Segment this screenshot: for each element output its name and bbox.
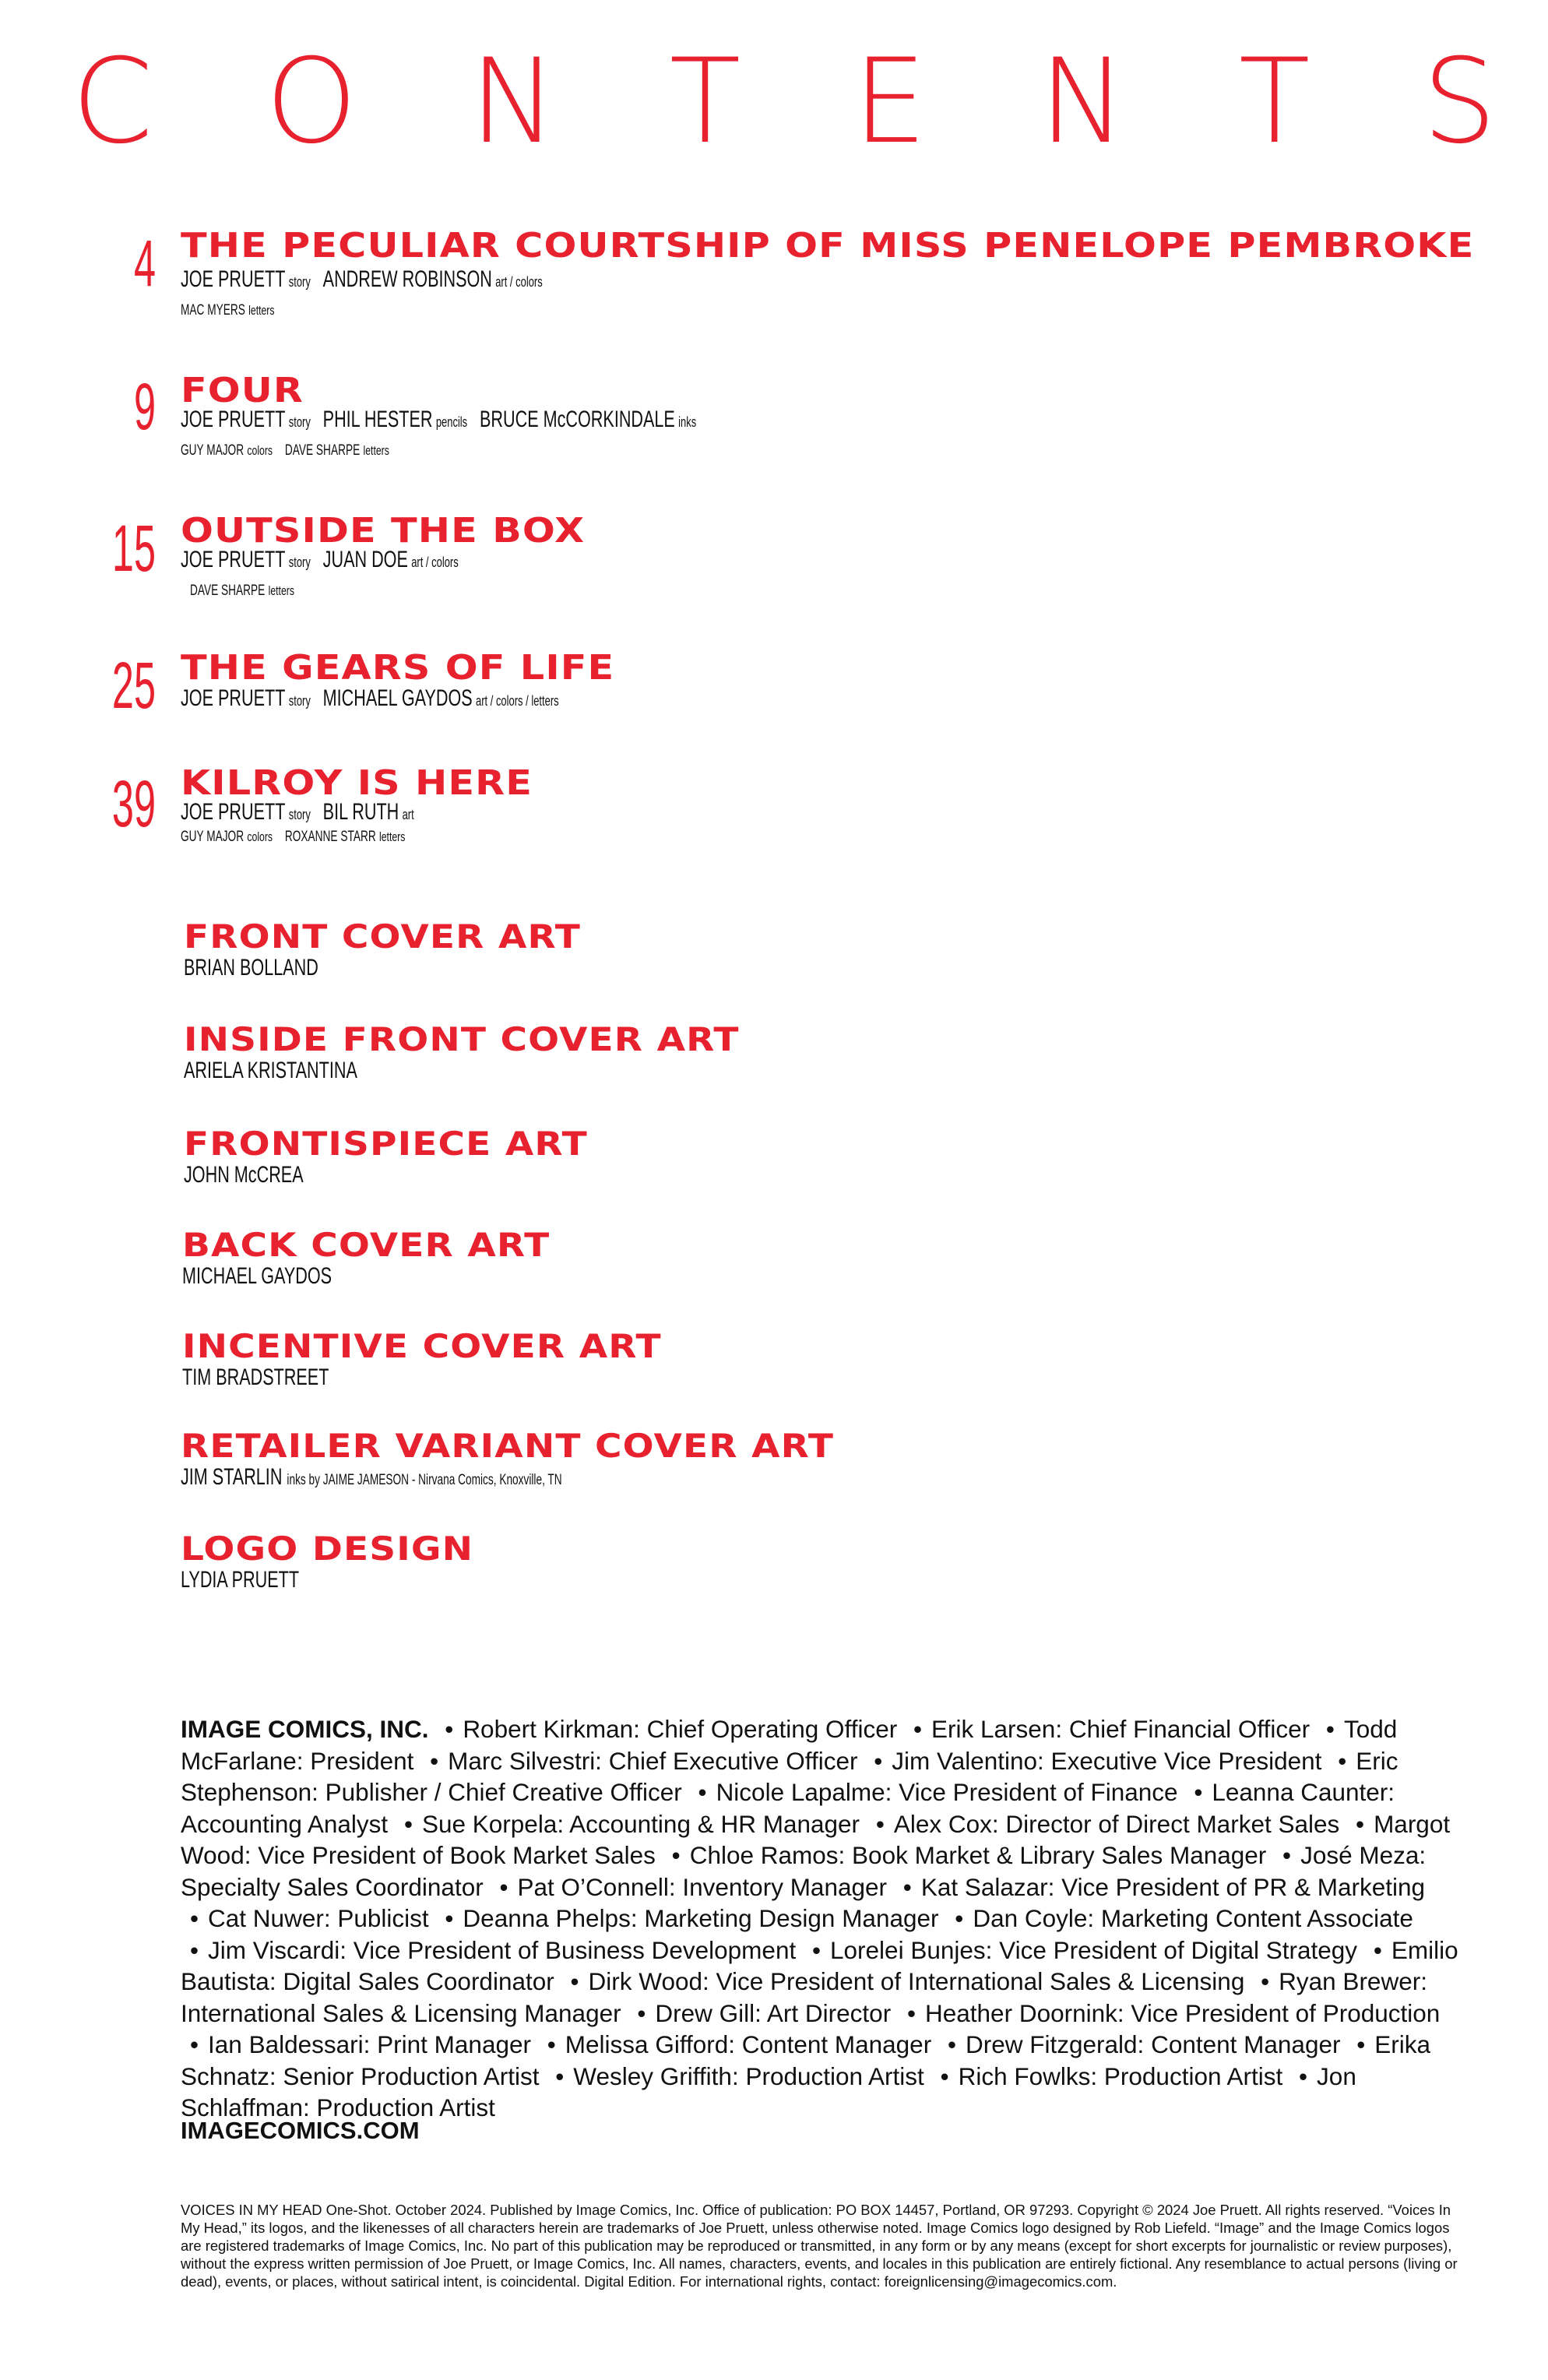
- bullet-separator: •: [1299, 2061, 1308, 2090]
- staff-member: José Meza: Specialty Sales Coordinator: [181, 1841, 1427, 1901]
- staff-member: Ian Baldessari: Print Manager: [208, 2030, 531, 2058]
- staff-member: Cat Nuwer: Publicist: [208, 1904, 429, 1932]
- art-credit-title: LOGO DESIGN: [181, 1530, 474, 1568]
- staff-member: Lorelei Bunjes: Vice President of Digital Strategy: [830, 1935, 1358, 1964]
- staff-member: Rich Fowlks: Production Artist: [958, 2061, 1283, 2090]
- bullet-separator: •: [1282, 1841, 1292, 1869]
- page-number: 9: [133, 370, 156, 443]
- bullet-separator: •: [906, 1998, 916, 2027]
- bullet-separator: •: [445, 1904, 454, 1932]
- staff-member: Erika Schnatz: Senior Production Artist: [181, 2030, 1431, 2090]
- staff-member: Drew Gill: Art Director: [655, 1998, 892, 2027]
- creator-role: inks: [678, 414, 697, 430]
- creator-name: GUY MAJOR: [181, 829, 245, 845]
- bullet-separator: •: [570, 1967, 579, 1995]
- story-credits-line: [181, 302, 275, 319]
- staff-member: Emilio Bautista: Digital Sales Coordinator: [181, 1935, 1458, 1995]
- creator-role: letters: [248, 303, 275, 318]
- art-credit-name: MICHAEL GAYDOS: [182, 1263, 332, 1289]
- creator-name: JOE PRUETT: [181, 685, 286, 711]
- story-credits-line: [181, 442, 389, 459]
- creator-role: pencils: [435, 414, 468, 430]
- creator-name: DAVE SHARPE: [284, 442, 361, 459]
- creator-role: story: [288, 414, 311, 430]
- company-name: IMAGE COMICS, INC.: [181, 1715, 429, 1743]
- creator-name: ROXANNE STARR: [284, 829, 376, 845]
- art-credit-title: FRONTISPIECE ART: [184, 1125, 588, 1163]
- staff-member: Kat Salazar: Vice President of PR & Marketing: [920, 1872, 1426, 1901]
- art-credit-title: INSIDE FRONT COVER ART: [184, 1020, 740, 1058]
- bullet-separator: •: [547, 2030, 556, 2058]
- contents-letter: T: [1238, 34, 1311, 170]
- creator-role: art: [402, 807, 414, 822]
- creator-role: letters: [363, 443, 389, 458]
- art-credit-name: BRIAN BOLLAND: [184, 955, 318, 981]
- art-credit-line: [181, 1464, 562, 1491]
- bullet-separator: •: [637, 1998, 646, 2027]
- staff-member: Melissa Gifford: Content Manager: [565, 2030, 932, 2058]
- creator-name: GUY MAJOR: [181, 442, 245, 459]
- story-credits-line: [181, 547, 459, 573]
- art-credit-name: ARIELA KRISTANTINA: [184, 1058, 357, 1083]
- page-number: 25: [111, 649, 156, 722]
- staff-member: Todd McFarlane: President: [181, 1715, 1398, 1775]
- bullet-separator: •: [874, 1746, 883, 1775]
- creator-name: JOE PRUETT: [181, 547, 286, 572]
- website[interactable]: IMAGECOMICS.COM: [181, 2117, 420, 2144]
- bullet-separator: •: [913, 1715, 923, 1743]
- creator-role: art / colors: [495, 274, 543, 290]
- story-credits-line: [181, 407, 696, 433]
- staff-member: Ryan Brewer: International Sales & Licensing Manager: [181, 1967, 1427, 2027]
- contents-letter: T: [669, 34, 741, 170]
- art-credit-name: LYDIA PRUETT: [181, 1567, 300, 1593]
- staff-member: Sue Korpela: Accounting & HR Manager: [421, 1809, 860, 1838]
- creator-role: letters: [379, 829, 406, 844]
- page-number: 4: [133, 227, 156, 300]
- staff-member: Dirk Wood: Vice President of International Sales & Licensing: [588, 1967, 1245, 1995]
- bullet-separator: •: [555, 2061, 565, 2090]
- staff-member: Erik Larsen: Chief Financial Officer: [931, 1715, 1311, 1743]
- staff-member: Robert Kirkman: Chief Operating Officer: [463, 1715, 898, 1743]
- story-title: FOUR: [181, 371, 304, 410]
- page-number: 15: [111, 512, 156, 585]
- staff-member: Nicole Lapalme: Vice President of Finance: [716, 1778, 1178, 1806]
- art-credit-name: TIM BRADSTREET: [182, 1364, 329, 1390]
- staff-members: [181, 1715, 1458, 2121]
- creator-role: art / colors / letters: [476, 693, 559, 709]
- bullet-separator: •: [947, 2030, 956, 2058]
- creator-role: story: [288, 693, 311, 709]
- staff-member: Chloe Ramos: Book Market & Library Sales Manager: [689, 1841, 1267, 1869]
- creator-role: story: [288, 555, 311, 570]
- creator-name: JOE PRUETT: [181, 799, 286, 825]
- staff-member: Eric Stephenson: Publisher / Chief Creative Officer: [181, 1746, 1398, 1806]
- bullet-separator: •: [875, 1809, 885, 1838]
- creator-name: ANDREW ROBINSON: [322, 266, 492, 292]
- bullet-separator: •: [499, 1872, 508, 1901]
- creator-name: BIL RUTH: [322, 799, 399, 825]
- bullet-separator: •: [940, 2061, 949, 2090]
- story-credits-line: [181, 266, 543, 293]
- bullet-separator: •: [190, 1904, 199, 1932]
- bullet-separator: •: [1356, 1809, 1365, 1838]
- creator-name: JUAN DOE: [322, 547, 408, 572]
- creator-name: PHIL HESTER: [322, 407, 433, 432]
- bullet-separator: •: [190, 2030, 199, 2058]
- story-credits-line: [181, 799, 414, 826]
- bullet-separator: •: [671, 1841, 681, 1869]
- bullet-separator: •: [190, 1935, 199, 1964]
- bullet-separator: •: [445, 1715, 454, 1743]
- creator-name: MAC MYERS: [181, 302, 245, 319]
- creator-name: JOE PRUETT: [181, 266, 286, 292]
- staff-member: Jon Schlaffman: Production Artist: [181, 2061, 1356, 2121]
- bullet-separator: •: [955, 1904, 964, 1932]
- bullet-separator: •: [1338, 1746, 1347, 1775]
- bullet-separator: •: [430, 1746, 439, 1775]
- staff-member: Drew Fitzgerald: Content Manager: [966, 2030, 1341, 2058]
- bullet-separator: •: [1356, 2030, 1366, 2058]
- contents-letter: N: [1039, 34, 1127, 170]
- staff-member: Wesley Griffith: Production Artist: [573, 2061, 924, 2090]
- art-credit-title: RETAILER VARIANT COVER ART: [181, 1427, 835, 1465]
- story-title: THE PECULIAR COURTSHIP OF MISS PENELOPE PEMBROKE: [181, 226, 1475, 266]
- art-credit-name: JIM STARLIN: [181, 1464, 283, 1490]
- staff-member: Margot Wood: Vice President of Book Market Sales: [181, 1809, 1451, 1869]
- art-credit-title: INCENTIVE COVER ART: [182, 1327, 662, 1365]
- story-title: OUTSIDE THE BOX: [181, 511, 586, 551]
- creator-name: MICHAEL GAYDOS: [322, 685, 473, 711]
- creator-name: DAVE SHARPE: [190, 583, 266, 599]
- bullet-separator: •: [698, 1778, 707, 1806]
- creator-role: letters: [268, 583, 294, 598]
- contents-letter: E: [853, 34, 927, 170]
- story-credits-line: [181, 829, 405, 846]
- creator-role: story: [288, 274, 311, 290]
- bullet-separator: •: [902, 1872, 912, 1901]
- creator-name: BRUCE McCORKINDALE: [480, 407, 675, 432]
- creator-role: story: [288, 807, 311, 822]
- page-number: 39: [111, 767, 156, 840]
- art-credit-title: BACK COVER ART: [182, 1226, 551, 1264]
- bullet-separator: •: [1325, 1715, 1335, 1743]
- contents-letter: O: [265, 34, 358, 170]
- staff-list: [181, 1713, 1473, 2124]
- staff-member: Jim Valentino: Executive Vice President: [892, 1746, 1322, 1775]
- staff-member: Dan Coyle: Marketing Content Associate: [973, 1904, 1413, 1932]
- story-credits-line: [190, 583, 294, 600]
- contents-heading: [72, 34, 1497, 170]
- creator-role: colors: [247, 829, 273, 844]
- bullet-separator: •: [1373, 1935, 1382, 1964]
- staff-member: Marc Silvestri: Chief Executive Officer: [448, 1746, 858, 1775]
- bullet-separator: •: [403, 1809, 413, 1838]
- contents-letter: S: [1422, 34, 1497, 170]
- staff-member: Deanna Phelps: Marketing Design Manager: [463, 1904, 939, 1932]
- creator-role: colors: [247, 443, 273, 458]
- creator-role: art / colors: [411, 555, 459, 570]
- contents-letter: C: [72, 34, 153, 170]
- bullet-separator: •: [1194, 1778, 1203, 1806]
- staff-member: Alex Cox: Director of Direct Market Sales: [893, 1809, 1340, 1838]
- legal-notice: VOICES IN MY HEAD One-Shot. October 2024. Published by Image Comics, Inc. Office of publication: PO BOX 14457, Portland, OR 97293. Copyright © 2024 Joe Pruett. All rights reserved. “Voices In My Head,” its logos, and the likenesses of all characters herein are trademarks of Joe Pruett, unless otherwise noted. Image Comics logo designed by Rob Liefeld. “Image” and the Image Comics logos are registered trademarks of Image Comics, Inc. No part of this publication may be reproduced or transmitted, in any form or by any means (except for short excerpts for journalistic or review purposes), without the express written permission of Joe Pruett, or Image Comics, Inc. All names, characters, events, and locales in this publication are entirely fictional. Any resemblance to actual persons (living or dead), events, or places, without satirical intent, is coincidental. Digital Edition. For international rights, contact: foreignlicensing@imagecomics.com.: [181, 2202, 1458, 2290]
- story-title: THE GEARS OF LIFE: [181, 648, 615, 688]
- story-credits-line: [181, 685, 559, 712]
- art-credit-name: JOHN McCREA: [184, 1162, 304, 1188]
- bullet-separator: •: [811, 1935, 821, 1964]
- art-credit-title: FRONT COVER ART: [184, 917, 581, 956]
- staff-member: Heather Doornink: Vice President of Production: [925, 1998, 1441, 2027]
- bullet-separator: •: [1261, 1967, 1270, 1995]
- staff-member: Jim Viscardi: Vice President of Business Development: [208, 1935, 797, 1964]
- story-title: KILROY IS HERE: [181, 763, 533, 803]
- staff-member: Leanna Caunter: Accounting Analyst: [181, 1778, 1395, 1838]
- creator-name: JOE PRUETT: [181, 407, 286, 432]
- art-credit-note: inks by JAIME JAMESON - Nirvana Comics, Knoxville, TN: [287, 1472, 562, 1488]
- staff-member: Pat O’Connell: Inventory Manager: [517, 1872, 888, 1901]
- contents-letter: N: [470, 34, 558, 170]
